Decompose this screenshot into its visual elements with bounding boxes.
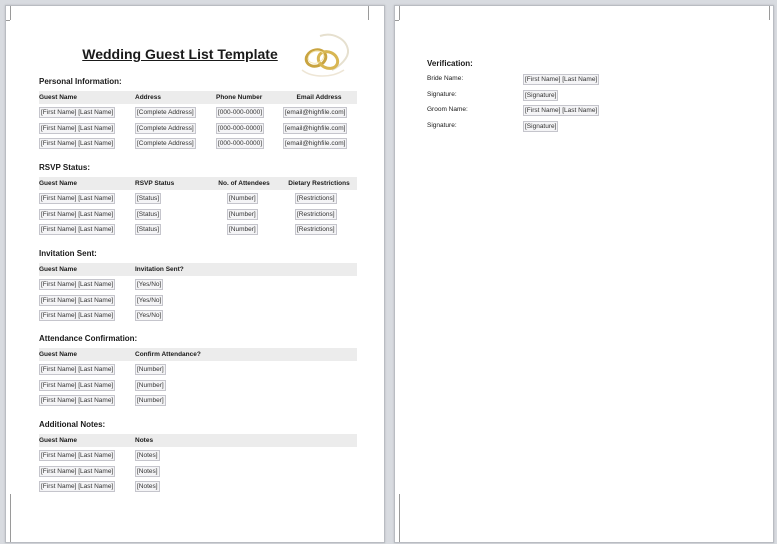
additional-notes-section: [39, 419, 357, 494]
table-row: [39, 221, 357, 237]
section-title: Attendance Confirmation:: [39, 334, 138, 343]
margin-mark: [399, 494, 400, 542]
placeholder-field[interactable]: [email@highfile.com]: [285, 124, 346, 132]
column-header: No. of Attendees: [218, 180, 270, 187]
placeholder-field[interactable]: [Signature]: [525, 91, 557, 99]
table-row: [39, 104, 357, 120]
placeholder-field[interactable]: [Restrictions]: [297, 195, 335, 202]
placeholder-field[interactable]: [First Name] [Last Name]: [41, 381, 114, 389]
column-header: Notes: [135, 437, 154, 444]
margin-mark: [10, 6, 11, 20]
placeholder-field[interactable]: [First Name] [Last Name]: [41, 226, 114, 233]
verification-row: [427, 87, 747, 103]
column-header: Confirm Attendance?: [135, 351, 201, 358]
table-row: [39, 392, 357, 408]
table-header: [39, 177, 357, 190]
placeholder-field[interactable]: [First Name] [Last Name]: [41, 296, 114, 304]
placeholder-field[interactable]: [Notes]: [137, 483, 158, 490]
margin-mark: [368, 6, 369, 20]
placeholder-field[interactable]: [First Name] [Last Name]: [41, 312, 114, 319]
table-header: [39, 348, 357, 361]
placeholder-field[interactable]: [First Name] [Last Name]: [525, 76, 598, 83]
placeholder-field[interactable]: [First Name] [Last Name]: [41, 483, 114, 490]
verification-section: [427, 57, 747, 133]
placeholder-field[interactable]: [First Name] [Last Name]: [41, 452, 114, 459]
placeholder-field[interactable]: [Signature]: [525, 122, 557, 130]
table-header: [39, 91, 357, 104]
column-header: Address: [135, 94, 162, 101]
table-row: [39, 447, 357, 463]
attendance-confirmation-section: [39, 333, 357, 408]
document-page-1: [5, 5, 385, 543]
document-page-2: [394, 5, 774, 543]
table-row: [39, 478, 357, 494]
margin-mark: [10, 494, 11, 542]
placeholder-field[interactable]: [First Name] [Last Name]: [41, 195, 114, 202]
table-row: [39, 206, 357, 222]
table-row: [39, 377, 357, 393]
column-header: Dietary Restrictions: [288, 180, 350, 187]
table-row: [39, 463, 357, 479]
verification-row: [427, 118, 747, 134]
column-header: Guest Name: [39, 266, 77, 273]
field-label: Bride Name:: [427, 75, 464, 82]
column-header: Phone Number: [216, 94, 263, 101]
personal-information-section: [39, 76, 357, 151]
placeholder-field[interactable]: [First Name] [Last Name]: [41, 467, 114, 475]
table-header: [39, 434, 357, 447]
section-title: Personal Information:: [39, 77, 122, 86]
table-header: [39, 263, 357, 276]
placeholder-field[interactable]: [000-000-0000]: [218, 124, 263, 132]
placeholder-field[interactable]: [Status]: [137, 210, 160, 218]
placeholder-field[interactable]: [First Name] [Last Name]: [525, 107, 598, 114]
placeholder-field[interactable]: [Notes]: [137, 452, 158, 459]
section-title: Verification:: [427, 59, 473, 68]
placeholder-field[interactable]: [Complete Address]: [137, 124, 194, 132]
placeholder-field[interactable]: [Yes/No]: [137, 312, 162, 319]
column-header: RSVP Status: [135, 180, 175, 187]
table-row: [39, 135, 357, 151]
placeholder-field[interactable]: [000-000-0000]: [218, 109, 263, 116]
placeholder-field[interactable]: [email@highfile.com]: [285, 140, 346, 147]
table-row: [39, 361, 357, 377]
table-row: [39, 307, 357, 323]
field-label: Signature:: [427, 121, 457, 129]
placeholder-field[interactable]: [Restrictions]: [297, 226, 335, 233]
verification-row: [427, 102, 747, 118]
placeholder-field[interactable]: [First Name] [Last Name]: [41, 124, 114, 132]
rsvp-status-section: [39, 162, 357, 237]
margin-mark: [399, 6, 400, 20]
margin-mark: [6, 20, 10, 21]
column-header: Invitation Sent?: [135, 266, 184, 273]
placeholder-field[interactable]: [Complete Address]: [137, 109, 194, 116]
document-title: Wedding Guest List Template: [82, 46, 278, 62]
margin-mark: [769, 6, 770, 20]
placeholder-field[interactable]: [Number]: [137, 366, 164, 373]
invitation-sent-section: [39, 248, 357, 323]
verification-row: [427, 71, 747, 87]
placeholder-field[interactable]: [Status]: [137, 195, 160, 202]
column-header: Email Address: [296, 94, 342, 101]
placeholder-field[interactable]: [Status]: [137, 226, 160, 233]
table-row: [39, 292, 357, 308]
placeholder-field[interactable]: [Yes/No]: [137, 281, 162, 288]
margin-mark: [395, 20, 399, 21]
placeholder-field[interactable]: [Yes/No]: [137, 296, 162, 304]
placeholder-field[interactable]: [Number]: [137, 397, 164, 404]
placeholder-field[interactable]: [Restrictions]: [297, 210, 335, 218]
placeholder-field[interactable]: [Notes]: [137, 467, 158, 475]
section-title: RSVP Status:: [39, 163, 90, 172]
placeholder-field[interactable]: [Number]: [137, 381, 164, 389]
placeholder-field[interactable]: [Number]: [229, 226, 256, 233]
placeholder-field[interactable]: [First Name] [Last Name]: [41, 140, 114, 147]
column-header: Guest Name: [39, 94, 77, 101]
placeholder-field[interactable]: [First Name] [Last Name]: [41, 109, 114, 116]
placeholder-field[interactable]: [000-000-0000]: [218, 140, 263, 147]
placeholder-field[interactable]: [Complete Address]: [137, 140, 194, 147]
table-row: [39, 190, 357, 206]
column-header: Guest Name: [39, 437, 77, 444]
table-row: [39, 276, 357, 292]
placeholder-field[interactable]: [Number]: [229, 195, 256, 202]
placeholder-field[interactable]: [email@highfile.com]: [285, 109, 346, 116]
column-header: Guest Name: [39, 180, 77, 187]
column-header: Guest Name: [39, 351, 77, 358]
field-label: Signature:: [427, 90, 457, 98]
field-label: Groom Name:: [427, 106, 468, 113]
placeholder-field[interactable]: [Number]: [229, 210, 256, 218]
table-row: [39, 120, 357, 136]
placeholder-field[interactable]: [First Name] [Last Name]: [41, 281, 114, 288]
placeholder-field[interactable]: [First Name] [Last Name]: [41, 210, 114, 218]
placeholder-field[interactable]: [First Name] [Last Name]: [41, 397, 114, 404]
section-title: Invitation Sent:: [39, 249, 97, 258]
section-title: Additional Notes:: [39, 420, 106, 429]
wedding-rings-icon: [292, 30, 352, 80]
placeholder-field[interactable]: [First Name] [Last Name]: [41, 366, 114, 373]
